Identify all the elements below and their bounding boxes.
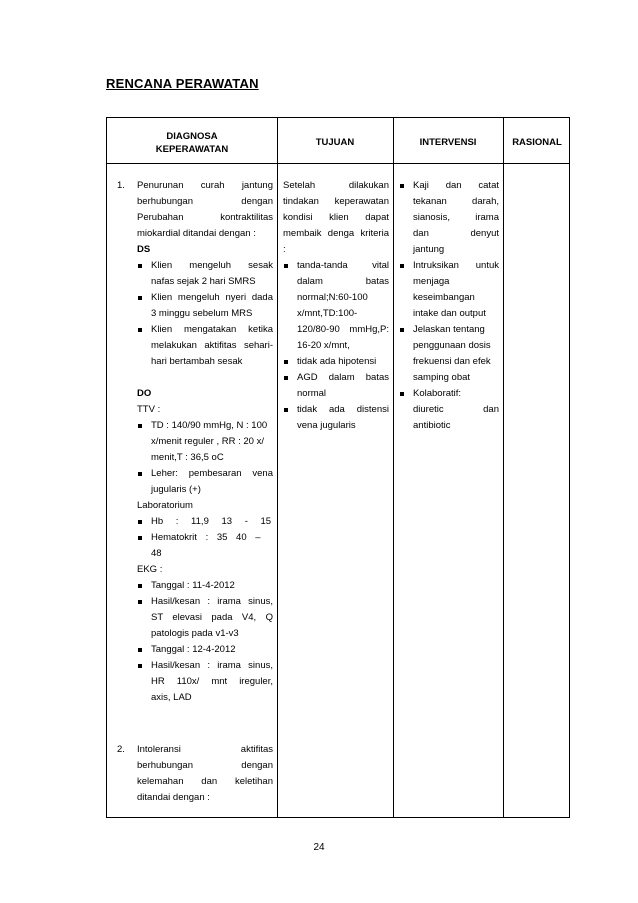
row-number: 1. [117, 180, 125, 191]
text-line: menit,T : 36,5 oC [151, 452, 224, 463]
header-diagnosa-line1: DIAGNOSA [166, 131, 218, 142]
bullet-item: Kaji dan catat [399, 178, 499, 194]
bullet-item: tanda-tanda vital [283, 258, 389, 274]
text-line: keseimbangan [413, 292, 475, 303]
text-line: Penurunan curah jantung [137, 180, 273, 191]
text-line: berhubungan dengan [137, 196, 273, 207]
text-line: EKG : [137, 564, 163, 575]
bullet-item: Tanggal : 12-4-2012 [137, 642, 273, 658]
blank-line [137, 370, 273, 386]
text-line: ST elevasi pada V4, Q [151, 612, 273, 623]
text-line: tindakan keperawatan [283, 196, 389, 207]
do-label: DO [137, 388, 152, 399]
text-line: HR 110x/ mnt ireguler, [151, 676, 273, 687]
bullet-item: Hasil/kesan : irama sinus, [137, 594, 273, 610]
text-line: 120/80-90 mmHg,P: [297, 324, 389, 335]
bullet-item: Klien mengeluh sesak [137, 258, 273, 274]
bullet-item: Hematokrit : 35 40 – [137, 530, 273, 546]
column-divider [503, 118, 504, 817]
text-line: menjaga [413, 276, 450, 287]
bullet-item: Klien mengeluh nyeri dada [137, 290, 273, 306]
text-line: dan denyut [413, 228, 499, 239]
text-line: vena jugularis [297, 420, 356, 431]
bullet-item: Kolaboratif: [399, 386, 499, 402]
header-diagnosa-line2: KEPERAWATAN [155, 144, 229, 155]
text-line: normal;N:60-100 [297, 292, 368, 303]
text-line: TTV : [137, 404, 161, 415]
bullet-item: Jelaskan tentang [399, 322, 499, 338]
row-1-intervensi [399, 178, 499, 434]
text-line: jugularis (+) [151, 484, 201, 495]
ds-label: DS [137, 244, 151, 255]
text-line: sianosis, irama [413, 212, 499, 223]
text-line: Perubahan kontraktilitas [137, 212, 273, 223]
row-2-diagnosa [137, 742, 273, 806]
text-line: x/mnt,TD:100- [297, 308, 358, 319]
text-line: penggunaan dosis [413, 340, 491, 351]
header-rasional: RASIONAL [512, 137, 562, 148]
text-line: dalam batas [297, 276, 389, 287]
page-number: 24 [313, 842, 325, 853]
text-line: membaik denga kriteria [283, 228, 389, 239]
row-1-diagnosa [137, 178, 273, 706]
bullet-item: Hasil/kesan : irama sinus, [137, 658, 273, 674]
text-line: miokardial ditandai dengan : [137, 228, 256, 239]
bullet-item: Intruksikan untuk [399, 258, 499, 274]
text-line: 48 [151, 548, 162, 559]
text-line: intake dan output [413, 308, 486, 319]
text-line: frekuensi dan efek [413, 356, 491, 367]
bullet-item: tidak ada distensi [283, 402, 389, 418]
bullet-item: TD : 140/90 mmHg, N : 100 [137, 418, 273, 434]
text-line: nafas sejak 2 hari SMRS [151, 276, 256, 287]
text-line: patologis pada v1-v3 [151, 628, 239, 639]
header-divider [107, 163, 569, 164]
text-line: Laboratorium [137, 500, 193, 511]
text-line: Intoleransi aktifitas [137, 744, 273, 755]
care-plan-table [106, 117, 570, 818]
bullet-item: Tanggal : 11-4-2012 [137, 578, 273, 594]
row-1-tujuan [283, 178, 389, 434]
text-line: Setelah dilakukan [283, 180, 389, 191]
header-tujuan: TUJUAN [315, 137, 355, 148]
text-line: samping obat [413, 372, 471, 383]
bullet-item: Klien mengatakan ketika [137, 322, 273, 338]
page-title: RENCANA PERAWATAN [106, 76, 259, 91]
bullet-item: tidak ada hipotensi [283, 354, 389, 370]
text-line: hari bertambah sesak [151, 356, 243, 367]
text-line: kondisi klien dapat [283, 212, 389, 223]
column-divider [393, 118, 394, 817]
text-line: 16-20 x/mnt, [297, 340, 350, 351]
header-diagnosa [107, 130, 277, 156]
text-line: tekanan darah, [413, 196, 499, 207]
text-line: berhubungan dengan [137, 760, 273, 771]
text-line: diuretic dan [413, 404, 499, 415]
bullet-item: Hb : 11,9 13 - 15 [137, 514, 273, 530]
text-line: melakukan aktifitas sehari- [151, 340, 273, 351]
text-line: jantung [413, 244, 445, 255]
text-line: kelemahan dan keletihan [137, 776, 273, 787]
text-line: : [283, 244, 286, 255]
text-line: ditandai dengan : [137, 792, 210, 803]
text-line: 3 minggu sebelum MRS [151, 308, 253, 319]
bullet-item: AGD dalam batas [283, 370, 389, 386]
text-line: x/menit reguler , RR : 20 x/ [151, 436, 264, 447]
text-line: normal [297, 388, 327, 399]
text-line: antibiotic [413, 420, 451, 431]
row-number: 2. [117, 744, 125, 755]
text-line: axis, LAD [151, 692, 192, 703]
header-intervensi: INTERVENSI [419, 137, 477, 148]
bullet-item: Leher: pembesaran vena [137, 466, 273, 482]
column-divider [277, 118, 278, 817]
